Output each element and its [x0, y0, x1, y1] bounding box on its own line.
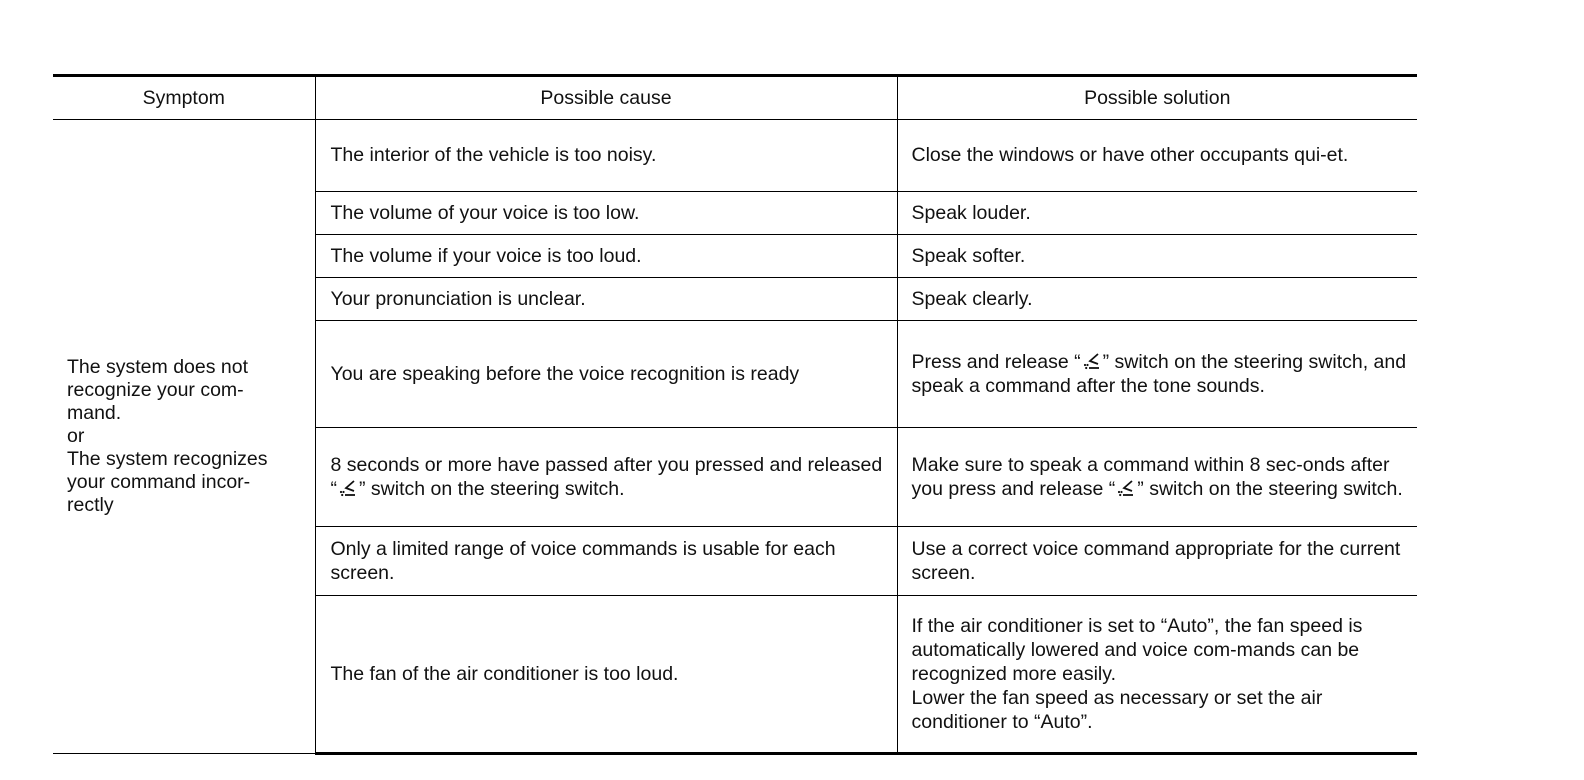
solution-cell: Close the windows or have other occupants qui-et.: [897, 120, 1417, 192]
header-possible-solution: Possible solution: [897, 76, 1417, 120]
cause-text: 8 seconds or more have passed after you pressed and released “: [330, 453, 883, 500]
symptom-cell: [53, 120, 315, 754]
symptom-line: rectly: [67, 494, 114, 516]
solution-text: ” switch on the steering switch.: [1137, 478, 1403, 500]
troubleshooting-table: [53, 74, 1417, 755]
voice-talk-switch-icon: [1082, 351, 1102, 371]
cause-cell: Only a limited range of voice commands is usable for each screen.: [315, 527, 897, 596]
solution-cell: [897, 428, 1417, 527]
symptom-line: mand.: [67, 402, 122, 424]
cause-cell: [315, 428, 897, 527]
cause-cell: The volume if your voice is too loud.: [315, 235, 897, 278]
cause-cell: You are speaking before the voice recognition is ready: [315, 321, 897, 428]
cause-cell: Your pronunciation is unclear.: [315, 278, 897, 321]
cause-cell: The volume of your voice is too low.: [315, 192, 897, 235]
voice-talk-switch-icon: [338, 478, 358, 498]
cause-cell: The interior of the vehicle is too noisy.: [315, 120, 897, 192]
solution-cell: Speak clearly.: [897, 278, 1417, 321]
solution-cell: Speak softer.: [897, 235, 1417, 278]
symptom-line: The system recognizes your command incor-: [67, 448, 268, 493]
cause-text: ” switch on the steering switch.: [359, 478, 625, 500]
solution-text: If the air conditioner is set to “Auto”, the fan speed is automatically lowered and voice com-mands can be recognized more easily.: [911, 614, 1363, 685]
solution-cell: Use a correct voice command appropriate for the current screen.: [897, 527, 1417, 596]
solution-text: Lower the fan speed as necessary or set the air conditioner to “Auto”.: [911, 687, 1323, 734]
symptom-line: or: [67, 425, 85, 447]
solution-text: Press and release “: [911, 350, 1081, 373]
solution-text: Make sure to speak a command within 8 sec-onds after you press and release “: [911, 453, 1390, 500]
solution-cell: Speak louder.: [897, 192, 1417, 235]
table-header-row: [53, 76, 1417, 120]
header-possible-cause: Possible cause: [315, 76, 897, 120]
table-row: [53, 120, 1417, 192]
symptom-line: The system does not recognize your com-: [67, 356, 249, 401]
cause-cell: The fan of the air conditioner is too loud.: [315, 596, 897, 754]
header-symptom: Symptom: [53, 76, 315, 120]
voice-talk-switch-icon: [1116, 478, 1136, 498]
solution-text: ” switch on the steering switch, and speak a command after the tone sounds.: [911, 350, 1407, 397]
solution-cell: [897, 596, 1417, 754]
solution-cell: [897, 321, 1417, 428]
troubleshooting-table-container: [53, 74, 1417, 755]
